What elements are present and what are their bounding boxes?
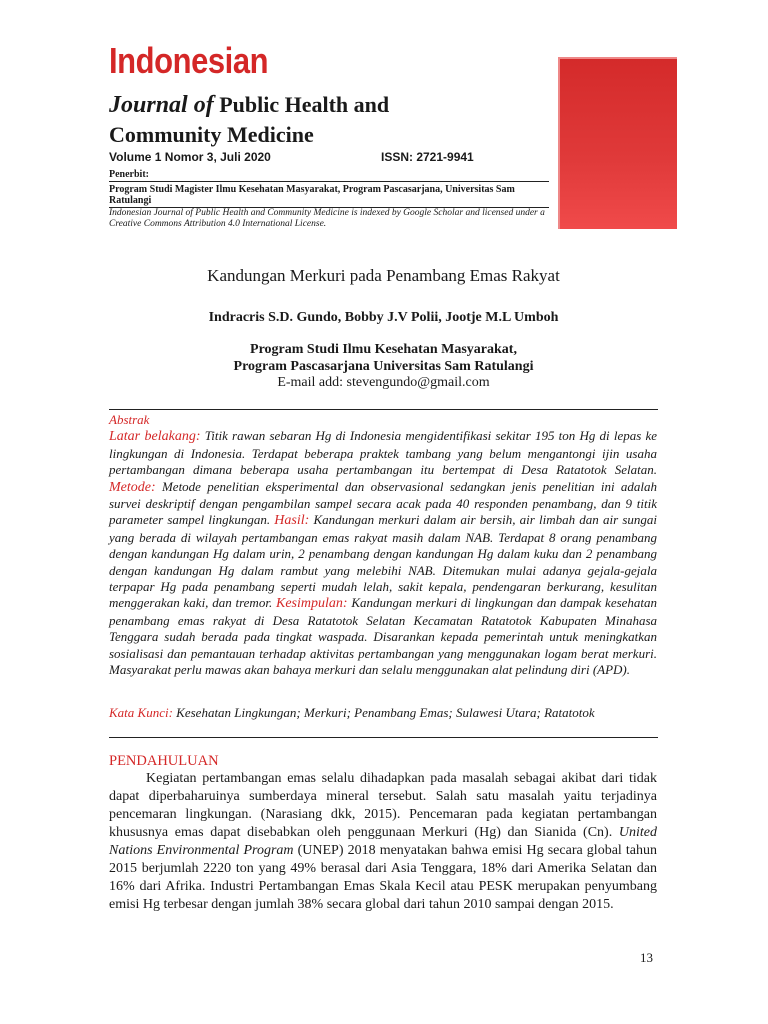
intro-text-italic: United Nations Environmental Program [109,825,657,858]
issn-info: ISSN: 2721-9941 [381,150,474,164]
kesimpulan-text: Kandungan merkuri di lingkungan dan dampak kesehatan penambang emas rakyat di Desa Ratatotok Selatan Kecamatan Ratatotok Kabupaten Minahasa Tenggara sudah berada pada tingkat waspada. Disarankan kepada pemerintah untuk meningkatkan sosialisasi dan pemantauan terhadap aktivitas pertambangan yang menggunakan logam berat merkuri. Masyarakat perlu mawas akan bahaya merkuri dan selalu menggunakan alat pelindung diri (APD). [109,595,658,678]
divider [109,181,549,182]
keywords-label: Kata Kunci: [109,705,173,720]
journal-name-rest: Public Health and [219,92,390,117]
intro-text-b: (UNEP) 2018 menyatakan bahwa emisi Hg secara global tahun 2015 berjumlah 2220 ton yang 49% berasal dari Asia Tenggara, 18% dari Amerika Selatan dan 16% dari Afrika. Industri Pertambangan Emas Skala Kecil atau PESK merupakan penyumbang emisi Hg terbesar dengan jumlah 38% secara global dari tahun 2010 sampai dengan 2015. [109,843,657,912]
metode-label: Metode: [109,479,156,495]
publisher-text: Program Studi Magister Ilmu Kesehatan Masyarakat, Program Pascasarjana, Universitas Sam Ratulangi [109,184,515,206]
journal-name-line1 [109,92,389,119]
section-heading-pendahuluan: PENDAHULUAN [109,753,219,769]
abstract-block [109,412,657,679]
volume-info: Volume 1 Nomor 3, Juli 2020 [109,150,271,164]
affiliation-line1: Program Studi Ilmu Kesehatan Masyarakat, [250,342,517,357]
intro-paragraph [109,770,657,914]
author-email: E-mail add: stevengundo@gmail.com [277,375,490,390]
latar-label: Latar belakang: [109,429,201,445]
indexed-note: Indonesian Journal of Public Health and Community Medicine is indexed by Google Scholar and licensed under a Creative Commons Attribution 4.0 International License. [109,208,545,229]
hasil-label: Hasil: [274,513,310,529]
penerbit-label: Penerbit: [109,169,149,180]
latar-text: Titik rawan sebaran Hg di Indonesia mengidentifikasi sekitar 195 ton Hg di lepas ke lingkungan di Indonesia. Terdapat beberapa praktek tambang yang belum mengantongi ijin usaha pertambangan dimana beberapa usaha pertambangan itu bertempat di Desa Ratatotok Selatan. [109,428,657,478]
journal-cover-accent [558,57,677,229]
article-authors: Indracris S.D. Gundo, Bobby J.V Polii, Jootje M.L Umboh [208,310,559,325]
metode-text: Metode penelitian eksperimental dan observasional sedangkan jenis penelitian ini adalah survei deskriptif dengan pengambilan sampel secara acak pada 40 responden penambang, dan 9 titik parameter sampel lingkungan. [109,478,658,528]
keywords-text: Kesehatan Lingkungan; Merkuri; Penambang Emas; Sulawesi Utara; Ratatotok [176,705,595,720]
affiliation-line2: Program Pascasarjana Universitas Sam Ratulangi [233,359,534,374]
page-number: 13 [640,950,653,965]
journal-script-text: Journal of [109,92,214,118]
divider [109,409,658,410]
intro-text-a: Kegiatan pertambangan emas selalu dihadapkan pada masalah sebagai akibat dari tidak dapat diperbaharuinya sumberdaya mineral tersebut. Salah satu masalah yaitu terjadinya pencemaran lingkungan. (Narasiang dkk, 2015). Pencemaran pada kegiatan pertambangan khususnya emas dapat disebabkan oleh penggunaan Merkuri (Hg) dan Sianida (Cn). [109,771,657,840]
hasil-text: Kandungan merkuri dalam air bersih, air limbah dan air sungai yang berada di wilayah pertambangan emas rakyat masih dalam NAB. Terdapat 8 orang penambang dengan kandungan Hg dalam urin, 2 penambang dengan kandungan Hg dalam kuku dan 2 penambang dengan kandungan Hg dalam rambut yang melebihi NAB. Ditemukan mulai adanya gejala-gejala terpapar Hg pada penambang seperti mudah lelah, sakit kepala, pendengaran berkurang, kesulitan menggerakan kaki, dan tremor. [109,512,658,611]
journal-name-line2: Community Medicine [109,122,314,147]
article-title: Kandungan Merkuri pada Penambang Emas Rakyat [207,266,560,285]
abstract-heading: Abstrak [109,412,150,427]
journal-masthead-title: Indonesian [109,40,269,81]
divider [109,737,658,738]
kesimpulan-label: Kesimpulan: [275,596,348,612]
keywords-line [109,705,657,721]
